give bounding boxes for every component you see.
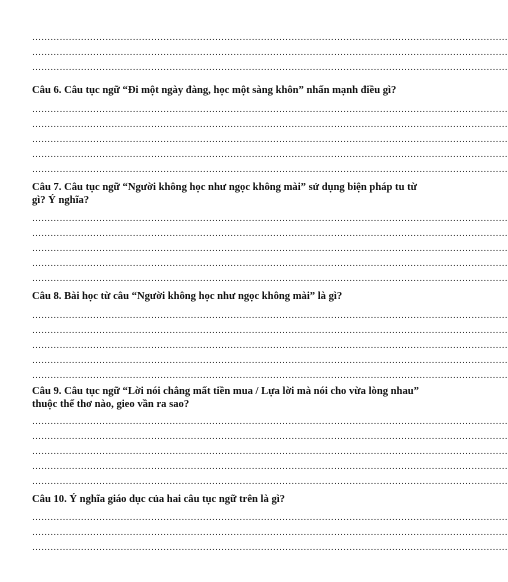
answer-line: ………………………………………………………………………………………………………………………………………… [32,370,508,380]
question-10: Câu 10. Ý nghĩa giáo dục của hai câu tục ngữ trên là gì? [32,494,285,505]
answer-line: ………………………………………………………………………………………………………………………………………… [32,542,508,552]
answer-line: ………………………………………………………………………………………………………………………………………… [32,32,508,42]
answer-line: ………………………………………………………………………………………………………………………………………… [32,476,508,486]
answer-line: ………………………………………………………………………………………………………………………………………… [32,119,508,129]
answer-line: ………………………………………………………………………………………………………………………………………… [32,164,508,174]
answer-line: ………………………………………………………………………………………………………………………………………… [32,134,508,144]
question-6: Câu 6. Câu tục ngữ “Đi một ngày đàng, học một sàng khôn” nhấn mạnh điều gì? [32,85,397,96]
answer-line: ………………………………………………………………………………………………………………………………………… [32,149,508,159]
answer-line: ………………………………………………………………………………………………………………………………………… [32,273,508,283]
answer-line: ………………………………………………………………………………………………………………………………………… [32,461,508,471]
answer-line: ………………………………………………………………………………………………………………………………………… [32,258,508,268]
answer-line: ………………………………………………………………………………………………………………………………………… [32,62,508,72]
question-8: Câu 8. Bài học từ câu “Người không học như ngọc không mài” là gì? [32,291,343,302]
answer-line: ………………………………………………………………………………………………………………………………………… [32,446,508,456]
answer-line: ………………………………………………………………………………………………………………………………………… [32,243,508,253]
answer-line: ………………………………………………………………………………………………………………………………………… [32,310,508,320]
answer-line: ………………………………………………………………………………………………………………………………………… [32,416,508,426]
answer-line: ………………………………………………………………………………………………………………………………………… [32,47,508,57]
question-7: Câu 7. Câu tục ngữ “Người không học như ngọc không mài” sử dụng biện pháp tu từ gì? Ý nghĩa? [32,182,418,206]
answer-line: ………………………………………………………………………………………………………………………………………… [32,228,508,238]
answer-line: ………………………………………………………………………………………………………………………………………… [32,355,508,365]
answer-line: ………………………………………………………………………………………………………………………………………… [32,431,508,441]
answer-line: ………………………………………………………………………………………………………………………………………… [32,325,508,335]
answer-line: ………………………………………………………………………………………………………………………………………… [32,527,508,537]
answer-line: ………………………………………………………………………………………………………………………………………… [32,213,508,223]
answer-line: ………………………………………………………………………………………………………………………………………… [32,104,508,114]
answer-line: ………………………………………………………………………………………………………………………………………… [32,512,508,522]
question-9: Câu 9. Câu tục ngữ “Lời nói chẳng mất tiền mua / Lựa lời mà nói cho vừa lòng nhau” thuộc thể thơ nào, gieo vần ra sao? [32,386,419,410]
answer-line: ………………………………………………………………………………………………………………………………………… [32,340,508,350]
